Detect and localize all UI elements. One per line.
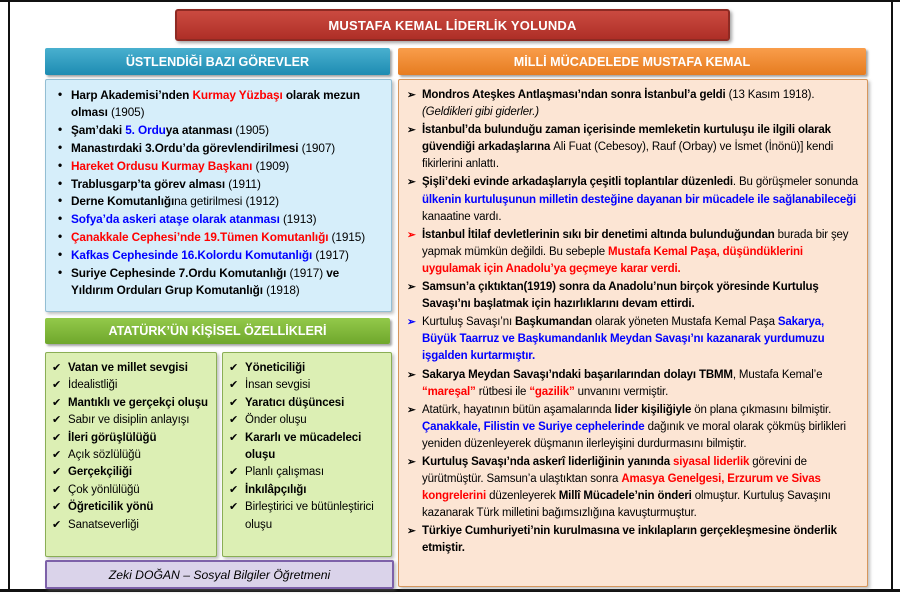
bullet-icon: • (58, 265, 63, 280)
milli-item (407, 523, 859, 557)
check-icon: ✔ (229, 466, 239, 479)
text-segment: Derne Komutanlığı (71, 194, 175, 209)
arrow-bullet-icon: ➢ (407, 176, 416, 189)
text-segment: (1915) (331, 230, 366, 245)
text-segment: Kurtuluş Savaşı’nda askerî liderliğinin yanında (422, 455, 673, 468)
trait-item (229, 360, 389, 377)
text-segment: “gazilik” (529, 385, 578, 398)
traits-panel-column-2 (222, 352, 392, 557)
text-segment: Mondros Ateşkes Antlaşması’ndan sonra İstanbul’a geldi (422, 89, 729, 101)
arrow-bullet-icon: ➢ (407, 281, 416, 294)
trait-item (52, 377, 214, 394)
frame-border-top (0, 0, 900, 2)
bullet-icon: • (58, 211, 63, 226)
traits-list-2 (223, 353, 391, 538)
duty-item (56, 193, 383, 210)
text-segment: 5. Ordu (125, 122, 166, 137)
arrow-bullet-icon: ➢ (407, 124, 416, 137)
frame-border-bottom (0, 589, 900, 592)
milli-panel (398, 79, 868, 587)
milli-item (407, 279, 859, 313)
text-segment: Trablusgarp’ta görev alması (71, 176, 229, 191)
trait-label: Açık sözlülüğü (68, 449, 141, 462)
milli-item (407, 402, 859, 453)
check-icon: ✔ (52, 379, 62, 392)
text-segment: İstanbul İtilaf devletlerinin sıkı bir denetimi altında bulunduğundan (422, 228, 778, 241)
trait-item (52, 517, 214, 534)
text-segment: Şam’daki (71, 122, 126, 137)
trait-item (52, 499, 214, 516)
arrow-bullet-icon: ➢ (407, 403, 416, 416)
text-segment: unvanını vermiştir. (577, 385, 669, 398)
bullet-icon: • (58, 121, 63, 136)
text-segment: ve Yıldırım Orduları Grup Komutanlığı (71, 266, 340, 297)
text-segment: (1907) (301, 140, 336, 155)
text-segment: rütbesi ile (478, 385, 530, 398)
text-segment: (1918) (266, 282, 300, 297)
trait-item (229, 482, 389, 499)
text-segment: olarak mezun olması (71, 88, 361, 119)
frame-border-left (8, 0, 10, 592)
check-icon: ✔ (52, 518, 62, 531)
trait-label: Mantıklı ve gerçekçi oluşu (68, 396, 208, 409)
trait-label: İnsan sevgisi (245, 379, 311, 392)
milli-item (407, 174, 859, 225)
milli-section-header: MİLLİ MÜCADELEDE MUSTAFA KEMAL (398, 48, 866, 75)
trait-label: Sanatseverliği (68, 518, 139, 531)
duty-item (56, 122, 383, 139)
text-segment: Millî Mücadele’nin önderi (558, 490, 695, 503)
text-segment: (1917) (315, 248, 349, 263)
bullet-icon: • (58, 175, 63, 190)
trait-label: Birleştirici ve bütünleştirici oluşu (245, 501, 374, 531)
check-icon: ✔ (229, 501, 239, 514)
text-segment: , Mustafa Kemal’e (732, 368, 823, 381)
text-segment: Kafkas Cephesinde 16.Kolordu Komutanlığı (71, 248, 316, 263)
text-segment: Ali Fuat (Cebesoy), Rauf (Orbay) ve İsmet (İnönü)] kendi fikirlerini anlattı. (422, 141, 834, 171)
duty-item (56, 247, 383, 264)
trait-label: Öğreticilik yönü (68, 501, 154, 514)
text-segment: olmuştur. Kurtuluş Savaşını kazanarak Türk milletini bağımsızlığına kavuşturmuştur. (422, 490, 831, 520)
text-segment: Kurmay Yüzbaşı (192, 88, 286, 102)
text-segment: ülkenin kurtuluşunun milletin desteğine dayanan bir mücadele ile sağlanabileceği (422, 193, 857, 206)
milli-item (407, 87, 859, 121)
check-icon: ✔ (52, 414, 62, 427)
trait-item (52, 430, 214, 447)
text-segment: kanaatine vardı. (422, 210, 502, 223)
duty-item (56, 87, 383, 121)
text-segment: (1909) (255, 158, 290, 173)
text-segment: düzenleyerek (489, 490, 559, 503)
duties-panel (45, 79, 392, 312)
text-segment: Suriye Cephesinde 7.Ordu Komutanlığı (71, 266, 290, 281)
duty-item (56, 140, 383, 157)
check-icon: ✔ (229, 414, 239, 427)
trait-label: Gerçekçiliği (68, 466, 133, 479)
check-icon: ✔ (52, 449, 62, 462)
author-credit: Zeki DOĞAN – Sosyal Bilgiler Öğretmeni (45, 560, 394, 589)
check-icon: ✔ (52, 362, 62, 374)
text-segment: Sakarya Meydan Savaşı’ndaki başarılarından dolayı TBMM (422, 368, 733, 381)
arrow-bullet-icon: ➢ (407, 368, 416, 381)
text-segment: (1911) (228, 176, 261, 191)
text-segment: (1905) (235, 122, 269, 137)
text-segment: (13 Kasım 1918). (728, 89, 815, 101)
text-segment: dağınık ve moral olarak çökmüş birlikleri yeniden düzenleyerek düşmanın ilerleyişini durdurmasını bilmiştir. (422, 420, 846, 450)
text-segment: (1905) (110, 104, 145, 119)
trait-label: İleri görüşlülüğü (68, 431, 157, 444)
trait-item (52, 412, 214, 429)
traits-panel-column-1 (45, 352, 217, 557)
text-segment: Mustafa Kemal Paşa, düşündüklerini uygulamak için Anadolu’ya geçmeye karar verdi. (422, 245, 803, 275)
check-icon: ✔ (52, 466, 62, 479)
text-segment: burada bir şey yapmak mümkün değildi. Bu sebeple (422, 228, 849, 258)
text-segment: ön plana çıkmasını bilmiştir. (694, 403, 832, 416)
trait-item (229, 464, 389, 481)
check-icon: ✔ (229, 396, 239, 409)
bullet-icon: • (58, 247, 63, 262)
trait-label: Önder oluşu (245, 414, 307, 427)
text-segment: Atatürk, hayatının bütün aşamalarında (422, 403, 615, 416)
page-title: MUSTAFA KEMAL LİDERLİK YOLUNDA (175, 9, 730, 41)
text-segment: Amasya Genelgesi, Erzurum ve Sivas kongrelerini (422, 473, 821, 503)
trait-item (229, 395, 389, 412)
arrow-bullet-icon: ➢ (407, 525, 416, 538)
text-segment: Çanakkale Cephesi’nde 19.Tümen Komutanlığı (71, 230, 332, 245)
check-icon: ✔ (229, 431, 239, 444)
traits-list-1 (46, 353, 216, 538)
check-icon: ✔ (229, 483, 239, 496)
milli-item (407, 122, 859, 173)
trait-label: Kararlı ve mücadeleci oluşu (245, 431, 362, 462)
trait-label: Yaratıcı düşüncesi (245, 396, 345, 409)
text-segment: Hareket Ordusu Kurmay Başkanı (71, 158, 256, 173)
text-segment: Samsun’a çıktıktan(1919) sonra da Anadolu’nun birçok yöresinde Kurtuluş Savaşı’nı başlatmak için hazırlıklarını devam ettirdi. (422, 281, 819, 311)
trait-label: Çok yönlülüğü (68, 483, 140, 496)
text-segment: Kurtuluş Savaşı’nı (422, 316, 516, 329)
check-icon: ✔ (229, 362, 239, 374)
bullet-icon: • (58, 157, 63, 172)
duty-item (56, 265, 383, 299)
text-segment: Çanakkale, Filistin ve Suriye cephelerinde (422, 420, 648, 433)
duty-item (56, 158, 383, 175)
text-segment: na getirilmesi (1912) (174, 194, 279, 209)
duties-section-header: ÜSTLENDİĞİ BAZI GÖREVLER (45, 48, 390, 75)
trait-item (229, 499, 389, 534)
text-segment: Türkiye Cumhuriyeti’nin kurulmasına ve inkılapların gerçekleşmesine önderlik etmiştir. (422, 525, 837, 555)
text-segment: siyasal liderlik (673, 455, 753, 468)
trait-label: Planlı çalışması (245, 466, 324, 479)
trait-label: İnkılâpçılığı (245, 483, 307, 496)
check-icon: ✔ (52, 431, 62, 444)
text-segment: ya atanması (165, 122, 236, 137)
text-segment: Sakarya, Büyük Taarruz ve Başkumandanlık Meydan Savaşı’nı kazanarak yurdumuzu işgalden kurtarmıştır. (422, 316, 825, 363)
trait-label: İdealistliği (68, 379, 118, 392)
milli-list (399, 80, 867, 565)
check-icon: ✔ (229, 379, 239, 392)
trait-item (52, 482, 214, 499)
text-segment: (1913) (282, 212, 317, 227)
arrow-bullet-icon: ➢ (407, 455, 416, 468)
milli-item (407, 314, 859, 365)
bullet-icon: • (58, 229, 63, 244)
duty-item (56, 176, 383, 193)
trait-item (52, 464, 214, 481)
check-icon: ✔ (52, 501, 62, 514)
frame-border-right (891, 0, 893, 592)
trait-item (52, 360, 214, 377)
bullet-icon: • (58, 87, 63, 101)
milli-item (407, 227, 859, 278)
bullet-icon: • (58, 139, 63, 154)
trait-label: Sabır ve disiplin anlayışı (68, 414, 190, 427)
text-segment: (1917) (289, 266, 327, 281)
milli-item (407, 454, 859, 522)
trait-item (229, 412, 389, 429)
text-segment: . Bu görüşmeler sonunda (732, 176, 858, 189)
arrow-bullet-icon: ➢ (407, 89, 416, 101)
arrow-bullet-icon: ➢ (407, 228, 416, 241)
text-segment: Manastırdaki 3.Ordu’da görevlendirilmesi (71, 140, 302, 155)
text-segment: (Geldikleri gibi giderler.) (422, 106, 539, 119)
trait-item (52, 447, 214, 464)
text-segment: Başkumandan (515, 316, 596, 329)
duty-item (56, 229, 383, 246)
text-segment: İstanbul’da bulunduğu zaman içerisinde memleketin kurtuluşu ile ilgili olarak güvendiği arkadaşlarına (422, 124, 831, 154)
check-icon: ✔ (52, 396, 62, 409)
duties-list (46, 80, 391, 306)
traits-section-header: ATATÜRK’ÜN KİŞİSEL ÖZELLİKLERİ (45, 318, 390, 344)
check-icon: ✔ (52, 483, 62, 496)
text-segment: lider kişiliğiyle (614, 403, 695, 416)
bullet-icon: • (58, 193, 63, 208)
text-segment: Harp Akademisi’nden (71, 88, 193, 102)
trait-item (229, 377, 389, 394)
trait-label: Yöneticiliği (245, 362, 306, 374)
trait-label: Vatan ve millet sevgisi (68, 362, 188, 374)
text-segment: görevini de yürütmüştür. Samsun’a ulaştıktan sonra (422, 455, 807, 486)
text-segment: Sofya’da askeri ataşe olarak atanması (71, 212, 283, 227)
milli-item (407, 367, 859, 401)
text-segment: “mareşal” (422, 385, 479, 398)
duty-item (56, 211, 383, 228)
trait-item (229, 430, 389, 465)
trait-item (52, 395, 214, 412)
text-segment: olarak yöneten Mustafa Kemal Paşa (595, 316, 778, 329)
arrow-bullet-icon: ➢ (407, 316, 416, 329)
text-segment: Şişli’deki evinde arkadaşlarıyla çeşitli toplantılar düzenledi (422, 176, 733, 189)
